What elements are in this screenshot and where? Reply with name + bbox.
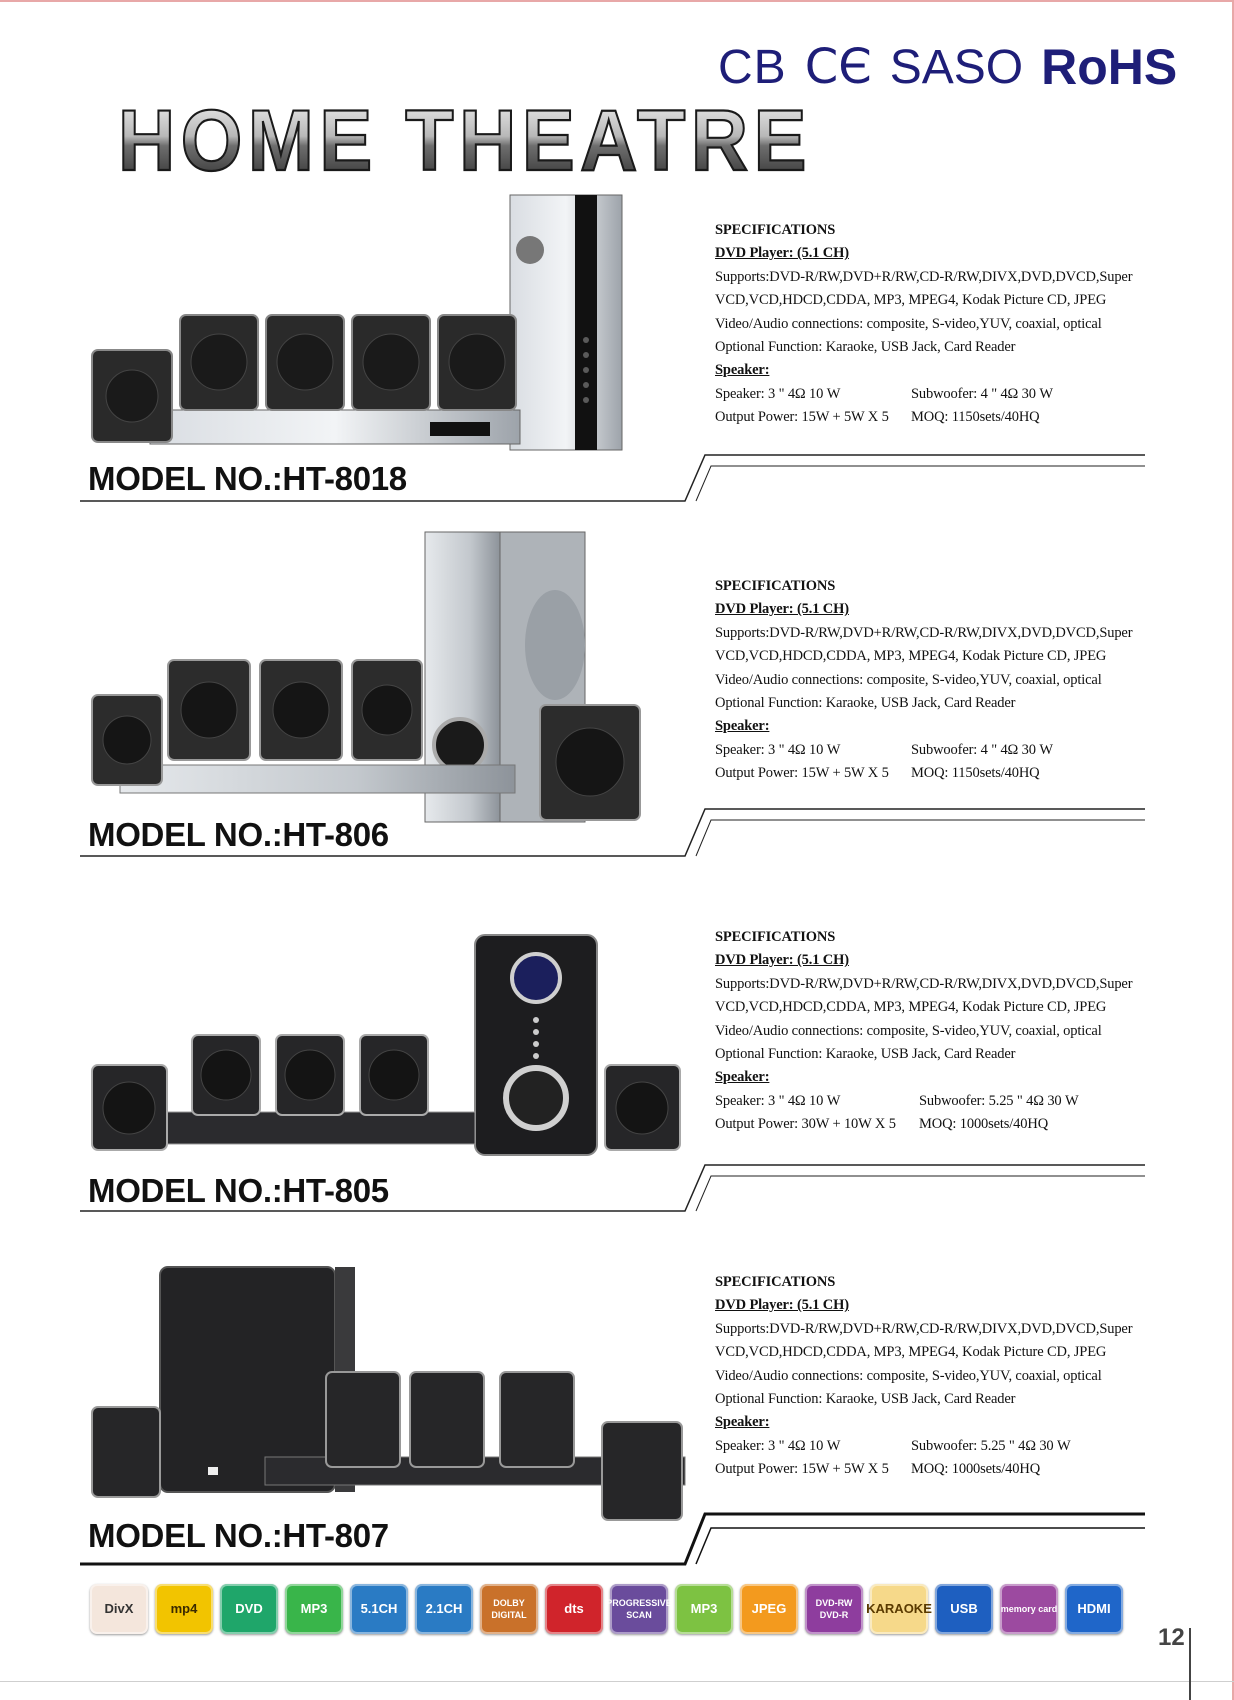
- certification-marks: [718, 34, 1177, 100]
- speaker-spec: Speaker: 3 " 4Ω 10 W: [715, 1092, 841, 1109]
- speaker-heading: Speaker:: [715, 1414, 770, 1431]
- subwoofer-spec: Subwoofer: 5.25 " 4Ω 30 W: [919, 1092, 1079, 1109]
- moq: MOQ: 1150sets/40HQ: [911, 765, 1040, 782]
- section-divider: [80, 806, 1145, 866]
- feature-logo-jpeg: JPEG: [740, 1584, 798, 1634]
- specs-ht-8018: [715, 219, 1132, 430]
- output-row: [715, 1458, 1132, 1481]
- speaker-spec: Speaker: 3 " 4Ω 10 W: [715, 385, 841, 402]
- moq: MOQ: 1000sets/40HQ: [911, 1461, 1041, 1478]
- feature-logo-karaoke: KARAOKE: [870, 1584, 928, 1634]
- product-photo-ht-805: [90, 930, 690, 1160]
- cb-mark: CB: [718, 40, 787, 94]
- page-title-text: HOME THEATRE: [118, 93, 812, 189]
- product-photo-ht-807: [90, 1262, 690, 1522]
- output-power: Output Power: 30W + 10W X 5: [715, 1116, 896, 1133]
- specs-heading: SPECIFICATIONS: [715, 929, 836, 945]
- output-power: Output Power: 15W + 5W X 5: [715, 409, 889, 426]
- supports-line-1: Supports:DVD-R/RW,DVD+R/RW,CD-R/RW,DIVX,DVD,DVCD,Super: [715, 624, 1133, 641]
- feature-logo-strip: [90, 1584, 1123, 1634]
- speaker-heading: Speaker:: [715, 362, 770, 379]
- optional-function-line: Optional Function: Karaoke, USB Jack, Card Reader: [715, 1391, 1016, 1408]
- speaker-spec: Speaker: 3 " 4Ω 10 W: [715, 741, 841, 758]
- specs-ht-807: [715, 1271, 1132, 1482]
- speaker-heading: Speaker:: [715, 718, 770, 735]
- dvd-player-heading: DVD Player: (5.1 CH): [715, 952, 849, 969]
- moq: MOQ: 1000sets/40HQ: [919, 1116, 1049, 1133]
- connections-line: Video/Audio connections: composite, S-video,YUV, coaxial, optical: [715, 1022, 1102, 1039]
- optional-function-line: Optional Function: Karaoke, USB Jack, Card Reader: [715, 695, 1016, 712]
- ce-mark: CЄ: [804, 39, 872, 95]
- section-divider: [80, 452, 1145, 512]
- speaker-spec: Speaker: 3 " 4Ω 10 W: [715, 1437, 841, 1454]
- feature-logo-progressive-scan: PROGRESSIVE SCAN: [610, 1584, 668, 1634]
- model-number: MODEL NO.:HT-8018: [88, 460, 407, 497]
- connections-line: Video/Audio connections: composite, S-video,YUV, coaxial, optical: [715, 315, 1102, 332]
- feature-logo-usb: USB: [935, 1584, 993, 1634]
- page-border-bottom: [0, 1681, 1234, 1682]
- product-photo-ht-8018: [90, 190, 650, 460]
- speaker-row: [715, 383, 1132, 406]
- subwoofer-spec: Subwoofer: 5.25 " 4Ω 30 W: [911, 1437, 1071, 1454]
- rohs-mark: RoHS: [1041, 39, 1178, 95]
- optional-function-line: Optional Function: Karaoke, USB Jack, Card Reader: [715, 1046, 1016, 1063]
- page-border-top: [0, 0, 1234, 2]
- moq: MOQ: 1150sets/40HQ: [911, 409, 1040, 426]
- speaker-heading: Speaker:: [715, 1069, 770, 1086]
- speaker-row: [715, 1090, 1132, 1113]
- feature-logo-mp3: MP3: [675, 1584, 733, 1634]
- supports-line-2: VCD,VCD,HDCD,CDDA, MP3, MPEG4, Kodak Picture CD, JPEG: [715, 1344, 1107, 1361]
- supports-line-1: Supports:DVD-R/RW,DVD+R/RW,CD-R/RW,DIVX,DVD,DVCD,Super: [715, 1320, 1133, 1337]
- model-number: MODEL NO.:HT-807: [88, 1517, 389, 1554]
- connections-line: Video/Audio connections: composite, S-video,YUV, coaxial, optical: [715, 671, 1102, 688]
- feature-logo-memory-card: memory card: [1000, 1584, 1058, 1634]
- output-power: Output Power: 15W + 5W X 5: [715, 1461, 889, 1478]
- feature-logo-mp4: mp4: [155, 1584, 213, 1634]
- supports-line-1: Supports:DVD-R/RW,DVD+R/RW,CD-R/RW,DIVX,DVD,DVCD,Super: [715, 268, 1133, 285]
- subwoofer-spec: Subwoofer: 4 " 4Ω 30 W: [911, 741, 1053, 758]
- feature-logo-2-1ch: 2.1CH: [415, 1584, 473, 1634]
- output-row: [715, 406, 1132, 429]
- page-number-bar: [1189, 1628, 1191, 1700]
- output-row: [715, 1113, 1132, 1136]
- section-divider: [80, 1162, 1145, 1222]
- feature-logo-divx: DivX: [90, 1584, 148, 1634]
- feature-logo-dvd-rw-dvd-r: DVD-RW DVD-R: [805, 1584, 863, 1634]
- specs-heading: SPECIFICATIONS: [715, 578, 836, 594]
- dvd-player-heading: DVD Player: (5.1 CH): [715, 245, 849, 262]
- supports-line-1: Supports:DVD-R/RW,DVD+R/RW,CD-R/RW,DIVX,DVD,DVCD,Super: [715, 975, 1133, 992]
- speaker-row: [715, 739, 1132, 762]
- feature-logo-dolby-digital: DOLBY DIGITAL: [480, 1584, 538, 1634]
- speaker-row: [715, 1435, 1132, 1458]
- specs-ht-806: [715, 575, 1132, 786]
- specs-ht-805: [715, 926, 1132, 1137]
- dvd-player-heading: DVD Player: (5.1 CH): [715, 1297, 849, 1314]
- page-title: [116, 92, 816, 189]
- feature-logo-dts: dts: [545, 1584, 603, 1634]
- dvd-player-heading: DVD Player: (5.1 CH): [715, 601, 849, 618]
- feature-logo-mp3: MP3: [285, 1584, 343, 1634]
- model-number: MODEL NO.:HT-806: [88, 816, 389, 853]
- specs-heading: SPECIFICATIONS: [715, 222, 836, 238]
- section-divider: [80, 1508, 1145, 1568]
- product-photo-ht-806: [90, 530, 660, 830]
- feature-logo-5-1ch: 5.1CH: [350, 1584, 408, 1634]
- specs-heading: SPECIFICATIONS: [715, 1274, 836, 1290]
- output-power: Output Power: 15W + 5W X 5: [715, 765, 889, 782]
- model-number: MODEL NO.:HT-805: [88, 1172, 389, 1209]
- supports-line-2: VCD,VCD,HDCD,CDDA, MP3, MPEG4, Kodak Picture CD, JPEG: [715, 648, 1107, 665]
- output-row: [715, 762, 1132, 785]
- feature-logo-dvd: DVD: [220, 1584, 278, 1634]
- feature-logo-hdmi: HDMI: [1065, 1584, 1123, 1634]
- page-number: 12: [1158, 1624, 1185, 1651]
- saso-mark: SASO: [889, 40, 1024, 94]
- optional-function-line: Optional Function: Karaoke, USB Jack, Card Reader: [715, 339, 1016, 356]
- connections-line: Video/Audio connections: composite, S-video,YUV, coaxial, optical: [715, 1367, 1102, 1384]
- supports-line-2: VCD,VCD,HDCD,CDDA, MP3, MPEG4, Kodak Picture CD, JPEG: [715, 292, 1107, 309]
- supports-line-2: VCD,VCD,HDCD,CDDA, MP3, MPEG4, Kodak Picture CD, JPEG: [715, 999, 1107, 1016]
- subwoofer-spec: Subwoofer: 4 " 4Ω 30 W: [911, 385, 1053, 402]
